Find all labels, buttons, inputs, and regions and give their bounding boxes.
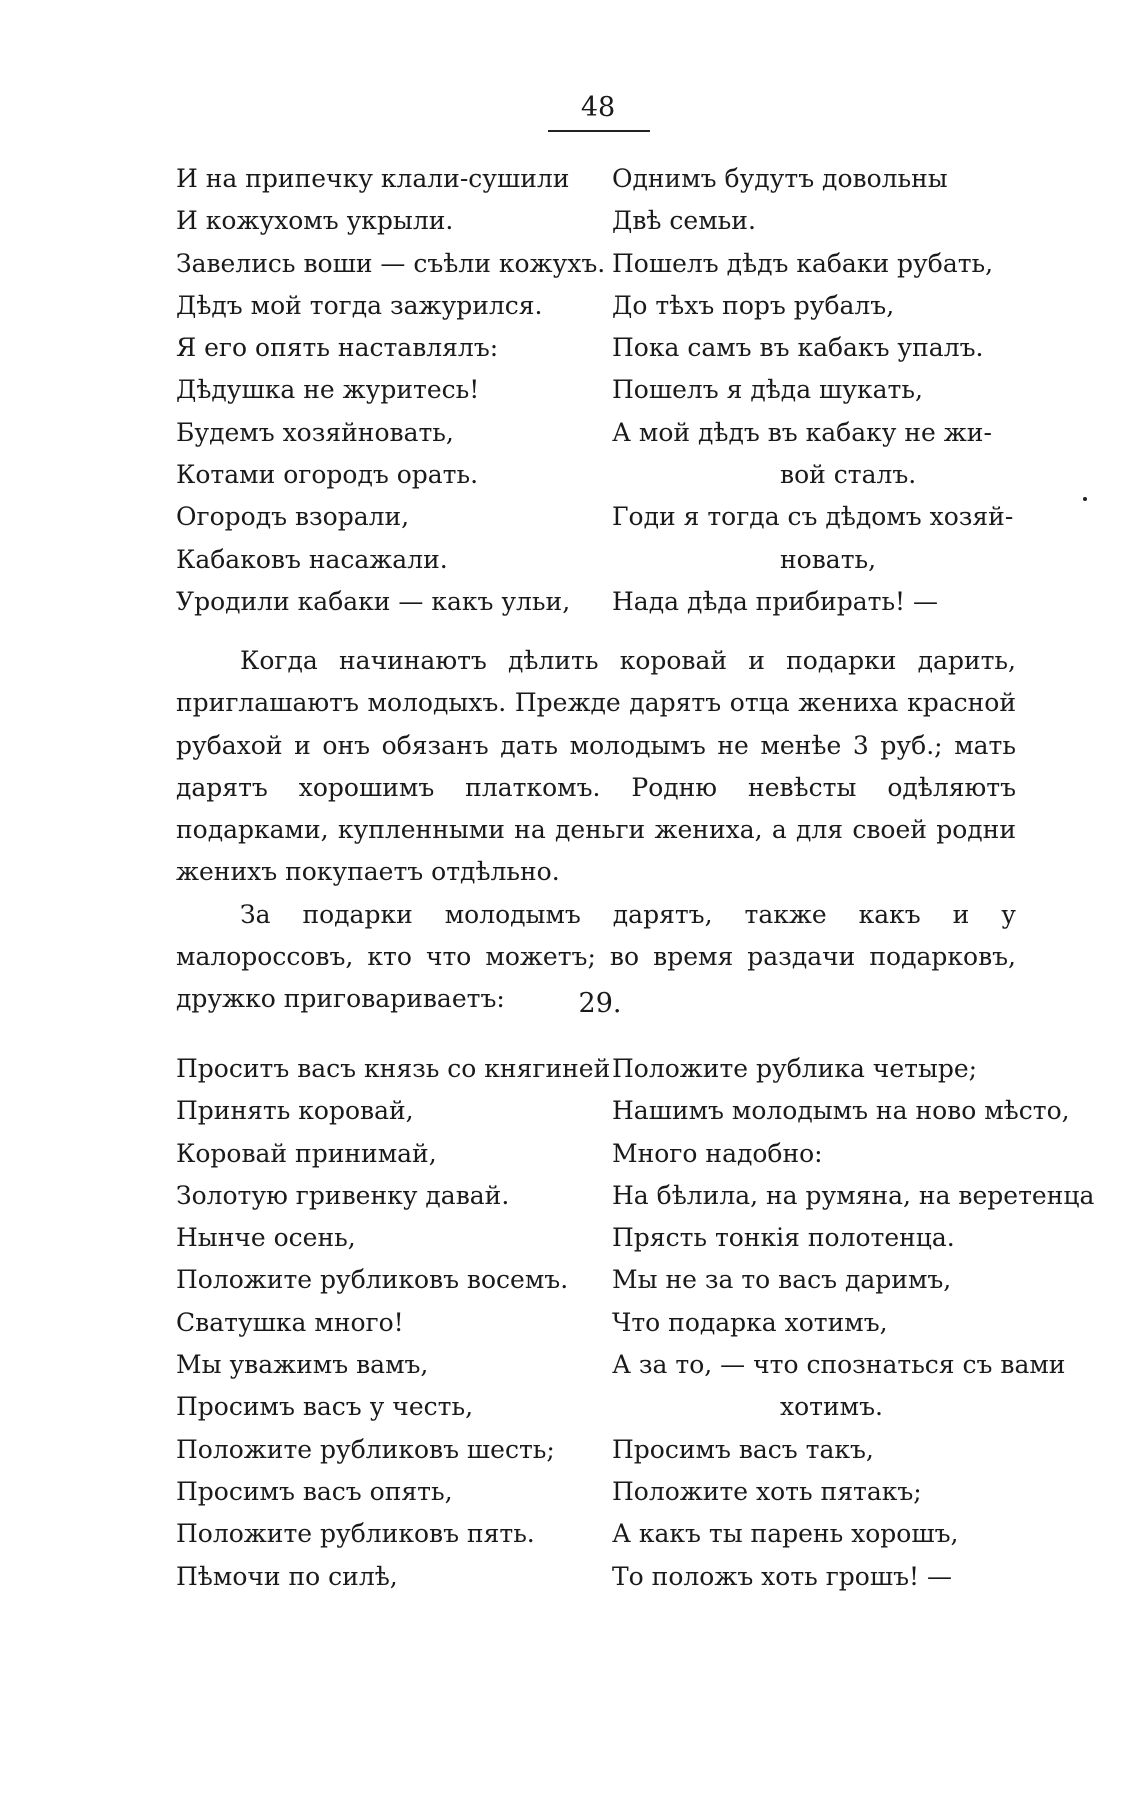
verse-line: Дѣдъ мой тогда зажурился. xyxy=(176,290,543,320)
verse-line: Просимъ васъ такъ, xyxy=(612,1434,874,1464)
verse-line: Пѣмочи по силѣ, xyxy=(176,1561,398,1591)
verse-line: Нынче осень, xyxy=(176,1223,356,1253)
verse-line: А за то, — что спознаться съ вами xyxy=(612,1350,1066,1380)
verse-line: Нашимъ молодымъ на ново мѣсто, xyxy=(612,1096,1070,1126)
verse-line: Сватушка много! xyxy=(176,1307,404,1337)
verse-line: Я его опять наставлялъ: xyxy=(176,333,499,363)
verse-line-continuation: новать, xyxy=(780,544,877,574)
verse-line: Положите рубликовъ шесть; xyxy=(176,1434,555,1464)
poem-29-number: 29. xyxy=(578,988,622,1019)
verse-line: Мы уважимъ вамъ, xyxy=(176,1350,429,1380)
verse-line: Уродили кабаки — какъ ульи, xyxy=(176,586,571,616)
verse-line: Золотую гривенку давай. xyxy=(176,1180,510,1210)
verse-line: Коровай принимай, xyxy=(176,1138,437,1168)
prose-paragraph-1: Когда начинаютъ дѣлить коровай и подарки дарить, приглашаютъ молодыхъ. Прежде дарятъ отца жениха красной рубахой и онъ обязанъ дать молодымъ не менѣе 3 руб.; мать дарятъ хорошимъ платкомъ. Родню невѣсты одѣляютъ подарками, купленными на деньги жениха, а для своей родни женихъ покупаетъ отдѣльно. xyxy=(176,646,1016,887)
verse-line: Положите рубликовъ пять. xyxy=(176,1519,535,1549)
verse-line: Двѣ семьи. xyxy=(612,206,756,236)
verse-line: И кожухомъ укрыли. xyxy=(176,206,454,236)
verse-line: То положъ хоть грошъ! — xyxy=(612,1561,953,1591)
poem-28-right-column xyxy=(612,158,1013,623)
verse-line: Пошелъ я дѣда шукать, xyxy=(612,375,923,405)
print-speck xyxy=(1083,497,1087,501)
verse-line: А мой дѣдъ въ кабаку не жи- xyxy=(612,417,992,447)
verse-line: Пока самъ въ кабакъ упалъ. xyxy=(612,333,984,363)
verse-line: Просимъ васъ у честь, xyxy=(176,1392,474,1422)
verse-line: Проситъ васъ князь со княгиней xyxy=(176,1054,611,1083)
verse-line: Пошелъ дѣдъ кабаки рубать, xyxy=(612,248,994,278)
page-number-underline xyxy=(548,130,650,132)
verse-line: Огородъ взорали, xyxy=(176,502,410,532)
verse-line: До тѣхъ поръ рубалъ, xyxy=(612,290,895,320)
verse-line: На бѣлила, на румяна, на веретенца xyxy=(612,1180,1095,1210)
verse-line: Однимъ будутъ довольны xyxy=(612,164,948,193)
verse-line: Будемъ хозяйновать, xyxy=(176,417,454,447)
verse-line: Прясть тонкія полотенца. xyxy=(612,1223,955,1253)
verse-line: Завелись воши — съѣли кожухъ. xyxy=(176,248,606,278)
prose-paragraph-2: За подарки молодымъ дарятъ, также какъ и у малороссовъ, кто что можетъ; во время раздачи подарковъ, дружко приговариваетъ: xyxy=(176,899,1016,1014)
poem-29-left-column xyxy=(176,1048,610,1598)
verse-line: Мы не за то васъ даримъ, xyxy=(612,1265,952,1295)
poem-28-left-column xyxy=(176,158,605,623)
verse-line: И на припечку клали-сушили xyxy=(176,164,570,193)
verse-line: Просимъ васъ опять, xyxy=(176,1476,453,1506)
verse-line: Положите рубликовъ восемъ. xyxy=(176,1265,569,1295)
verse-line: Что подарка хотимъ, xyxy=(612,1307,888,1337)
verse-line: Годи я тогда съ дѣдомъ хозяй- xyxy=(612,502,1014,532)
verse-line: Много надобно: xyxy=(612,1138,823,1168)
verse-line: Кабаковъ насажали. xyxy=(176,544,448,574)
verse-line: Дѣдушка не журитесь! xyxy=(176,375,480,405)
verse-line: Котами огородъ орать. xyxy=(176,460,479,490)
verse-line: Положите хоть пятакъ; xyxy=(612,1476,922,1506)
verse-line-continuation: вой сталъ. xyxy=(780,460,917,490)
verse-line: А какъ ты парень хорошъ, xyxy=(612,1519,959,1549)
verse-line: Нада дѣда прибирать! — xyxy=(612,586,939,616)
verse-line-continuation: хотимъ. xyxy=(780,1392,883,1422)
prose-block xyxy=(176,640,1016,1021)
poem-29-right-column xyxy=(612,1048,1094,1598)
verse-line: Принять коровай, xyxy=(176,1096,414,1126)
verse-line: Положите рублика четыре; xyxy=(612,1054,978,1083)
page-number: 48 xyxy=(580,92,616,123)
